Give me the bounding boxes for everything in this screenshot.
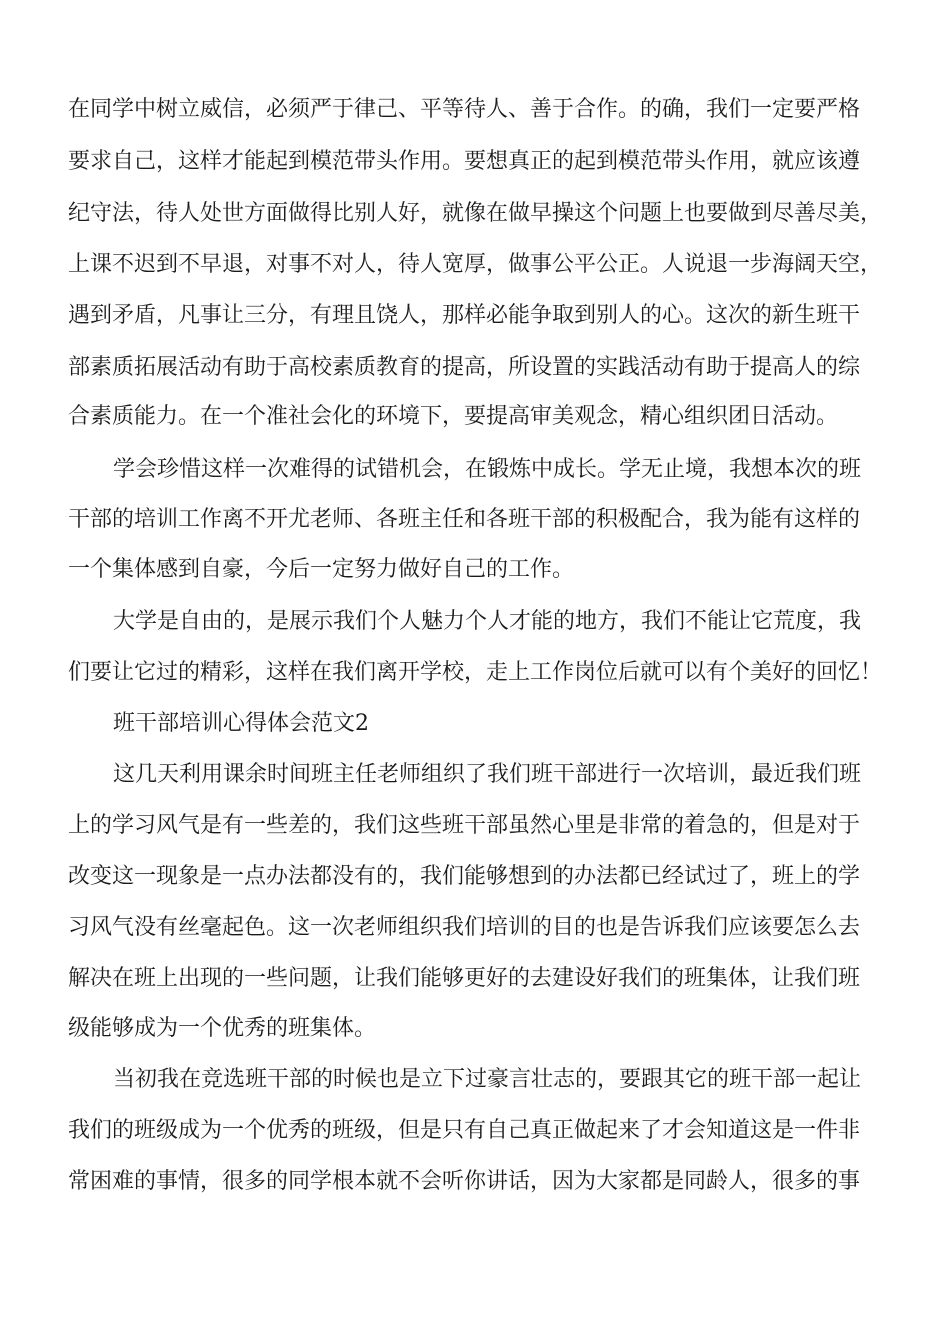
paragraph-line: 干部的培训工作离不开尤老师、各班主任和各班干部的积极配合，我为能有这样的 bbox=[68, 507, 861, 532]
paragraph-line: 在同学中树立威信，必须严于律己、平等待人、善于合作。的确，我们一定要严格 bbox=[68, 97, 861, 122]
paragraph-line: 一个集体感到自豪，今后一定努力做好自己的工作。 bbox=[68, 557, 575, 582]
section-heading: 班干部培训心得体会范文2 bbox=[113, 711, 369, 736]
paragraph-line: 合素质能力。在一个准社会化的环境下，要提高审美观念，精心组织团日活动。 bbox=[68, 404, 839, 429]
paragraph-line: 我们的班级成为一个优秀的班级，但是只有自己真正做起来了才会知道这是一件非 bbox=[68, 1118, 861, 1143]
paragraph-line: 们要让它过的精彩，这样在我们离开学校，走上工作岗位后就可以有个美好的回忆！ bbox=[68, 660, 883, 685]
paragraph-line: 学会珍惜这样一次难得的试错机会，在锻炼中成长。学无止境，我想本次的班 bbox=[113, 457, 862, 482]
paragraph-line: 部素质拓展活动有助于高校素质教育的提高，所设置的实践活动有助于提高人的综 bbox=[68, 355, 861, 380]
paragraph-line: 当初我在竞选班干部的时候也是立下过豪言壮志的，要跟其它的班干部一起让 bbox=[113, 1067, 862, 1092]
paragraph-line: 级能够成为一个优秀的班集体。 bbox=[68, 1016, 377, 1041]
paragraph-line: 改变这一现象是一点办法都没有的，我们能够想到的办法都已经试过了，班上的学 bbox=[68, 864, 861, 889]
paragraph-line: 这几天利用课余时间班主任老师组织了我们班干部进行一次培训，最近我们班 bbox=[113, 762, 862, 787]
paragraph-line: 遇到矛盾，凡事让三分，有理且饶人，那样必能争取到别人的心。这次的新生班干 bbox=[68, 303, 861, 328]
paragraph-line: 纪守法，待人处世方面做得比别人好，就像在做早操这个问题上也要做到尽善尽美， bbox=[68, 201, 883, 226]
paragraph-line: 大学是自由的，是展示我们个人魅力个人才能的地方，我们不能让它荒度，我 bbox=[113, 609, 862, 634]
paragraph-line: 要求自己，这样才能起到模范带头作用。要想真正的起到模范带头作用，就应该遵 bbox=[68, 149, 861, 174]
paragraph-line: 上课不迟到不早退，对事不对人，待人宽厚，做事公平公正。人说退一步海阔天空， bbox=[68, 252, 883, 277]
paragraph-line: 解决在班上出现的一些问题，让我们能够更好的去建设好我们的班集体，让我们班 bbox=[68, 966, 861, 991]
paragraph-line: 常困难的事情，很多的同学根本就不会听你讲话，因为大家都是同龄人，很多的事 bbox=[68, 1169, 861, 1194]
paragraph-line: 习风气没有丝毫起色。这一次老师组织我们培训的目的也是告诉我们应该要怎么去 bbox=[68, 915, 861, 940]
paragraph-line: 上的学习风气是有一些差的，我们这些班干部虽然心里是非常的着急的，但是对于 bbox=[68, 813, 861, 838]
